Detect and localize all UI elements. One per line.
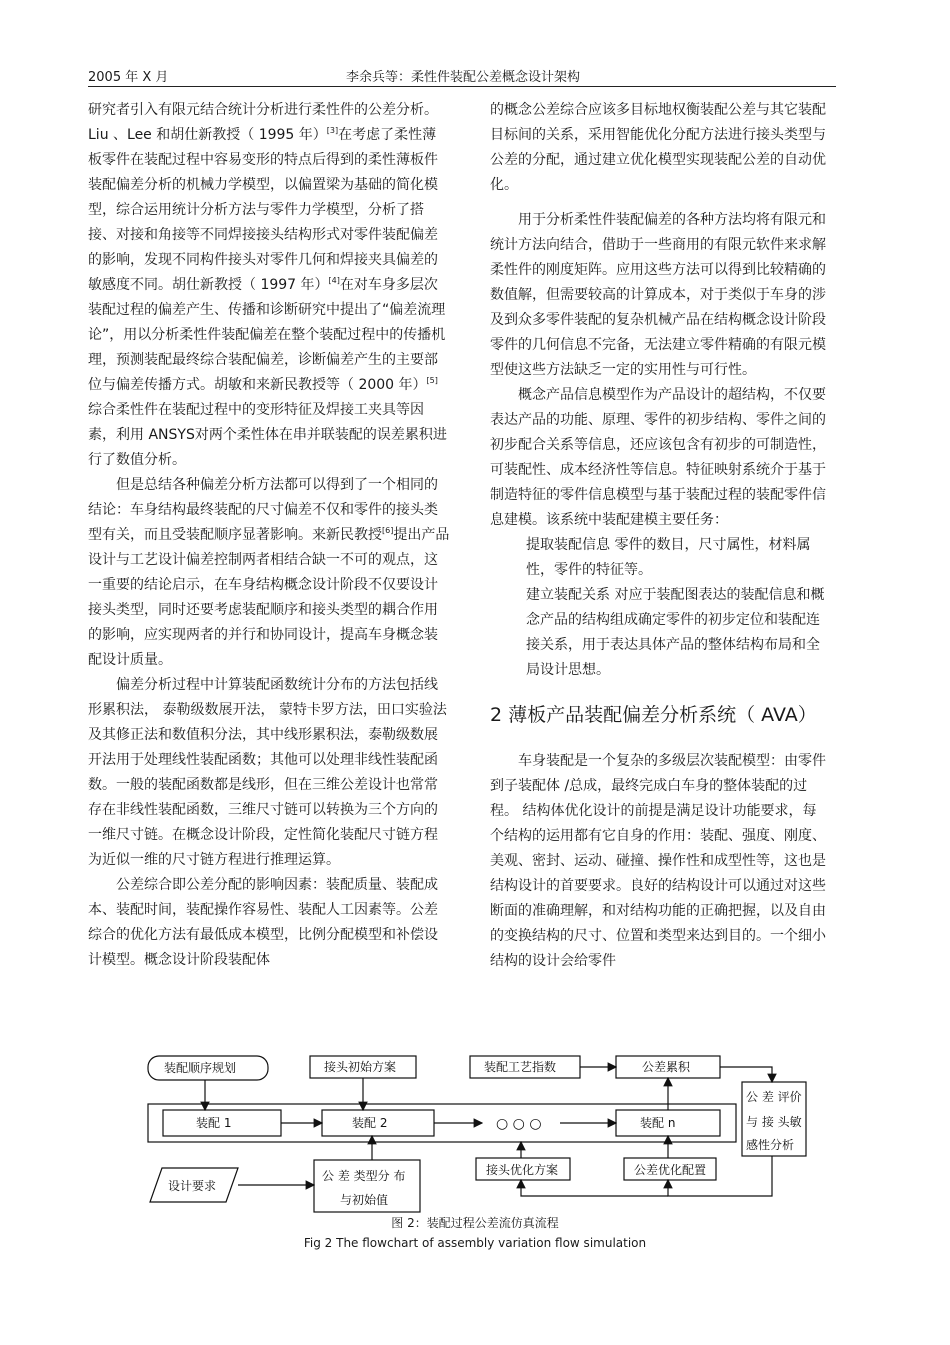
right-paragraph-1: 的概念公差综合应该多目标地权衡装配公差与其它装配目标间的关系，采用智能优化分配方法进行接头类型与公差的分配，通过建立优化模型实现装配公差的自动优化。 [490, 102, 826, 193]
label-accum: 公差累积 [642, 1060, 691, 1074]
label-design-req: 设计要求 [168, 1179, 217, 1193]
left-paragraph-3: 偏差分析过程中计算装配函数统计分布的方法包括线形累积法， 泰勒级数展开法， 蒙特卡罗方法，田口实验法及其修正法和数值积分法，其中线形累积法，泰勒级数展开法用于处理线性装配函数；其他可以处理非线性装配函数。一般的装配函数都是线形，但在三维公差设计也常常存在非线性装配函数，三维尺寸链可以转换为三个方向的一维尺寸链。在概念设计阶段，定性简化装配尺寸链方程为近似一维的尺寸链方程进行推理运算。 [88, 677, 447, 868]
task-relation: 建立装配关系 对应于装配图表达的装配信息和概念产品的结构组成确定零件的初步定位和装配连接关系，用于表达具体产品的整体结构布局和全局设计思想。 [526, 587, 825, 678]
right-paragraph-2: 用于分析柔性件装配偏差的各种方法均将有限元和统计方法向结合，借助于一些商用的有限元软件来求解柔性件的刚度矩阵。应用这些方法可以得到比较精确的数值解，但需要较高的计算成本，对于类似于车身的涉及到众多零件装配的复杂机械产品在结构概念设计阶段零件的几何信息不完备，无法建立零件精确的有限元模型使这些方法缺乏一定的实用性与可行性。 [490, 212, 826, 378]
label-eval-2: 与 接 头敏 [746, 1115, 802, 1129]
figure-caption-cn: 图 2：装配过程公差流仿真流程 [391, 1216, 559, 1230]
left-paragraph-2: 但是总结各种偏差分析方法都可以得到了一个相同的结论：车身结构最终装配的尺寸偏差不仅和零件的接头类型有关，而且受装配顺序显著影响。来新民教授[6]提出产品设计与工艺设计偏差控制两者相结合缺一不可的观点，这一重要的结论启示，在车身结构概念设计阶段不仅要设计接头类型，同时还要考虑装配顺序和接头类型的耦合作用的影响，应实现两者的并行和协同设计，提高车身概念装配设计质量。 [88, 477, 450, 668]
label-a2: 装配 2 [352, 1116, 388, 1130]
right-paragraph-4: 车身装配是一个复杂的多级层次装配模型：由零件到子装配体 /总成，最终完成白车身的整体装配的过程。 结构体优化设计的前提是满足设计功能要求，每个结构的运用都有它自身的作用：装配、强度、刚度、美观、密封、运动、碰撞、操作性和成型性等，这也是结构设计的首要要求。良好的结构设计可以通过对这些断面的准确理解，和对结构功能的正确把握，以及自由的变换结构的尺寸、位置和类型来达到目的。一个细小结构的设计会给零件 [490, 753, 826, 969]
label-craft: 装配工艺指数 [484, 1060, 557, 1074]
section-heading: 2 薄板产品装配偏差分析系统（ AVA） [490, 704, 817, 726]
label-tol-opt: 公差优化配置 [634, 1163, 707, 1177]
figure-caption-en: Fig 2 The flowchart of assembly variation flow simulation [303, 1236, 647, 1250]
citation-5: [5] [426, 376, 438, 385]
citation-3: [3] [326, 126, 339, 135]
label-joint-init: 接头初始方案 [324, 1060, 397, 1074]
label-an: 装配 n [640, 1116, 676, 1130]
label-tol-type-2: 与初始值 [340, 1193, 389, 1207]
citation-4: [4] [328, 276, 340, 285]
label-tol-type-1: 公 差 类型分 布 [322, 1169, 406, 1183]
label-a1: 装配 1 [196, 1116, 232, 1130]
header-title: 李余兵等：柔性件装配公差概念设计架构 [346, 70, 581, 85]
left-paragraph-4: 公差综合即公差分配的影响因素：装配质量、装配成本、装配时间，装配操作容易性、装配人工因素等。公差综合的优化方法有最低成本模型，比例分配模型和补偿设计模型。概念设计阶段装配体 [88, 877, 438, 968]
label-joint-opt: 接头优化方案 [486, 1163, 559, 1177]
right-paragraph-3: 概念产品信息模型作为产品设计的超结构，不仅要表达产品的功能、原理、零件的初步结构、零件之间的初步配合关系等信息，还应该包含有初步的可制造性，可装配性、成本经济性等信息。特征映射系统介于基于制造特征的零件信息模型与基于装配过程的装配零件信息建模。该系统中装配建模主要任务： [490, 387, 826, 528]
label-eval-3: 感性分析 [746, 1138, 795, 1152]
header-date: 2005 年 X 月 [88, 70, 169, 85]
citation-6: [6] [382, 526, 394, 535]
label-seq: 装配顺序规划 [164, 1061, 237, 1075]
label-eval-1: 公 差 评价 [746, 1090, 802, 1104]
task-extract: 提取装配信息 零件的数目，尺寸属性，材料属性，零件的特征等。 [526, 537, 811, 578]
label-dots: ○ ○ ○ [496, 1116, 542, 1132]
left-paragraph-1: 研究者引入有限元结合统计分析进行柔性件的公差分析。 Liu 、Lee 和胡仕新教授（ 1995 年）[3]在考虑了柔性薄板零件在装配过程中容易变形的特点后得到的柔性薄板件装配偏差分析的机械力学模型，以偏置梁为基础的简化模型，综合运用统计分析方法与零件力学模型，分析了搭接、对接和角接等不同焊接接头结构形式对零件装配偏差的影响，发现不同构件接头对零件几何和焊接夹具偏差的敏感度不同。胡仕新教授（ 1997 年）[4]在对车身多层次装配过程的偏差产生、传播和诊断研究中提出了“偏差流理论”，用以分析柔性件装配偏差在整个装配过程中的传播机理，预测装配最终综合装配偏差，诊断偏差产生的主要部位与偏差传播方式。胡敏和来新民教授等（ 2000 年）[5]综合柔性件在装配过程中的变形特征及焊接工夹具等因素，利用 ANSYS对两个柔性体在串并联装配的误差累积进行了数值分析。 [88, 102, 447, 468]
